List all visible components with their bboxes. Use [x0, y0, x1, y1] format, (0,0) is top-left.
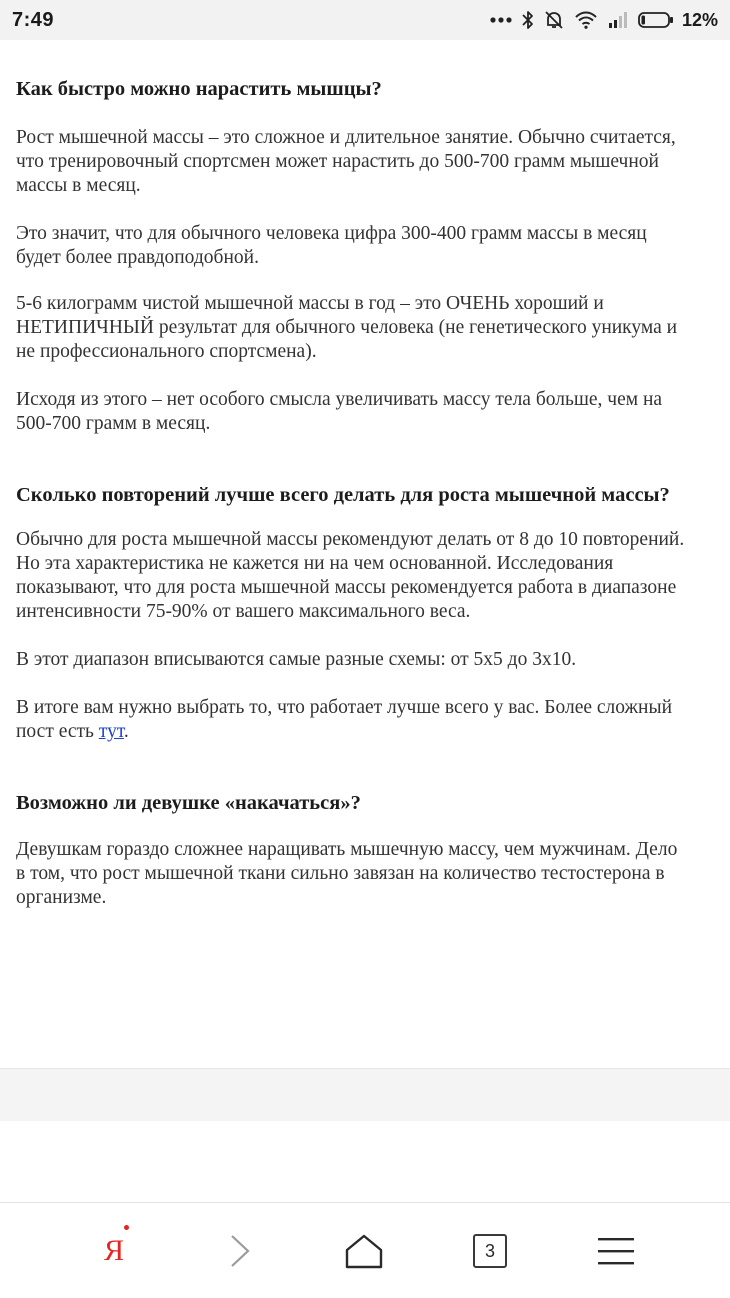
home-button[interactable]: [334, 1221, 394, 1281]
text-line: 500-700 грамм в месяц.: [16, 413, 211, 434]
yandex-button[interactable]: [84, 1221, 144, 1281]
text-line: не профессионального спортсмена).: [16, 341, 317, 362]
paragraph: [16, 292, 730, 364]
tabs-count: 3: [473, 1234, 507, 1268]
article-content: [16, 40, 730, 910]
battery-icon: [638, 11, 674, 29]
paragraph: [16, 648, 730, 672]
status-bar: [0, 0, 730, 40]
section-heading: Как быстро можно нарастить мышцы?: [16, 78, 382, 100]
text-line: 5-6 килограмм чистой мышечной массы в год – это ОЧЕНЬ хороший и: [16, 293, 604, 314]
text-fragment: .: [123, 721, 129, 742]
text-line: показывают, что для роста мышечной массы рекомендуется работа в диапазоне: [16, 577, 677, 598]
wifi-icon: [574, 10, 598, 30]
text-line: НЕТИПИЧНЫЙ результат для обычного человека (не генетического уникума и: [16, 317, 678, 338]
battery-percent: 12%: [681, 9, 718, 30]
status-icons: [490, 8, 718, 32]
text-line: Девушкам гораздо сложнее наращивать мышечную массу, чем мужчинам. Дело: [16, 839, 678, 860]
signal-icon: [608, 11, 628, 29]
section-heading: Возможно ли девушке «накачаться»?: [16, 792, 361, 814]
paragraph: [16, 388, 730, 436]
more-dots-icon: [490, 16, 512, 24]
paragraph: [16, 126, 730, 198]
text-line: организме.: [16, 887, 107, 908]
text-line: Рост мышечной массы – это сложное и длительное занятие. Обычно считается,: [16, 127, 676, 148]
home-icon: [344, 1233, 384, 1269]
paragraph: [16, 838, 730, 910]
paragraph: [16, 696, 730, 744]
text-line: в том, что рост мышечной ткани сильно завязан на количество тестостерона в: [16, 863, 665, 884]
text-line: В этот диапазон вписываются самые разные схемы: от 5x5 до 3x10.: [16, 649, 577, 670]
text-line: Обычно для роста мышечной массы рекомендуют делать от 8 до 10 повторений.: [16, 529, 685, 550]
hamburger-menu-icon: [597, 1236, 635, 1266]
text-line: В итоге вам нужно выбрать то, что работает лучше всего у вас. Более сложный: [16, 697, 673, 718]
status-time: 7:49: [12, 9, 55, 31]
browser-toolbar: [0, 1202, 730, 1298]
text-line: [16, 720, 730, 744]
silent-bell-icon: [544, 10, 564, 30]
text-line: будет более правдоподобной.: [16, 247, 259, 268]
text-line: интенсивности 75-90% от вашего максимального веса.: [16, 601, 471, 622]
text-line: массы в месяц.: [16, 175, 141, 196]
section-heading: Сколько повторений лучше всего делать для роста мышечной массы?: [16, 484, 670, 506]
text-line: Это значит, что для обычного человека цифра 300-400 грамм массы в месяц: [16, 223, 647, 244]
post-link[interactable]: тут: [98, 721, 124, 742]
paragraph: [16, 222, 730, 270]
page-end-shade: [0, 1068, 730, 1121]
paragraph: [16, 528, 730, 624]
text-fragment: пост есть: [16, 721, 99, 742]
chevron-right-icon: [228, 1233, 252, 1269]
forward-button[interactable]: [210, 1221, 270, 1281]
notification-dot: [124, 1225, 129, 1230]
text-line: Но эта характеристика не кажется ни на чем основанной. Исследования: [16, 553, 614, 574]
text-line: что тренировочный спортсмен может нарастить до 500-700 грамм мышечной: [16, 151, 659, 172]
text-line: Исходя из этого – нет особого смысла увеличивать массу тела больше, чем на: [16, 389, 663, 410]
yandex-logo-icon: Я: [103, 1234, 124, 1267]
bluetooth-icon: [522, 10, 534, 30]
menu-button[interactable]: [586, 1221, 646, 1281]
tabs-button[interactable]: [460, 1221, 520, 1281]
